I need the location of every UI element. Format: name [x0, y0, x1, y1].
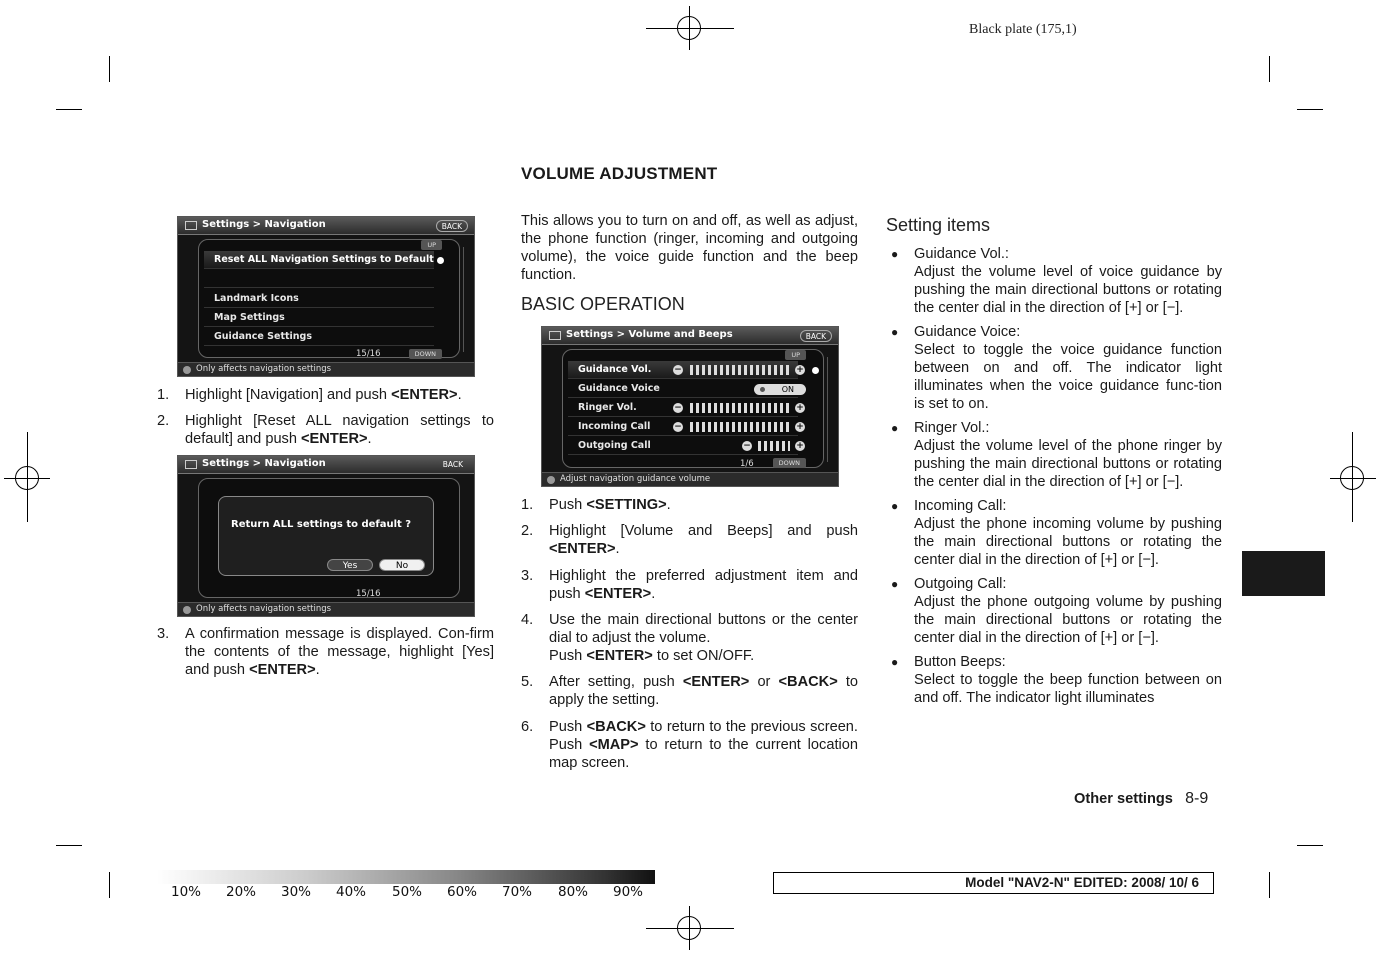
footer-page-number: 8-9	[1185, 790, 1209, 807]
bullet-icon: ●	[891, 325, 899, 339]
menu-item-map-settings[interactable]: Map Settings	[204, 309, 434, 327]
no-button[interactable]: No	[379, 559, 425, 571]
setting-items-list	[886, 245, 1222, 707]
basic-operation-steps	[521, 496, 858, 772]
bullet-icon: ●	[891, 655, 899, 669]
navigation-settings-screen	[177, 216, 475, 377]
setting-item: ● Guidance Voice: Select to toggle the voice guidance function between on and off. The indicator light illuminates when the voice guidance func-tion is set to on.	[891, 324, 1222, 412]
menu-item-guidance-voice[interactable]: Guidance Voice	[568, 380, 798, 398]
menu-item-reset-all[interactable]: Reset ALL Navigation Settings to Default	[204, 251, 434, 269]
menu-item-guidance-settings[interactable]: Guidance Settings	[204, 328, 434, 346]
volume-bars	[690, 403, 790, 413]
plus-icon[interactable]: +	[796, 365, 804, 375]
minus-icon[interactable]: −	[674, 422, 682, 432]
down-button[interactable]: DOWN	[409, 349, 442, 359]
chapter-tab	[1242, 551, 1325, 596]
footer-section: Other settings	[1074, 791, 1173, 807]
plus-icon[interactable]: +	[796, 403, 804, 413]
volume-bars	[758, 441, 790, 451]
left-steps-a	[157, 386, 494, 448]
step-item: 3. A confirmation message is displayed. Con-firm the contents of the message, highlight [Yes] and push <ENTER>.	[157, 626, 494, 678]
back-button[interactable]: BACK	[800, 330, 832, 342]
minus-icon[interactable]: −	[674, 403, 682, 413]
minus-icon[interactable]: −	[674, 365, 682, 375]
settings-icon	[185, 221, 197, 230]
left-steps-b	[157, 625, 494, 679]
step-item: 1. Highlight [Navigation] and push <ENTER>.	[157, 387, 462, 403]
yes-button[interactable]: Yes	[327, 559, 373, 571]
step-item: 2. Highlight [Reset ALL navigation settings to default] and push <ENTER>.	[157, 413, 494, 447]
gray-scale-strip	[157, 870, 655, 884]
section-title: VOLUME ADJUSTMENT	[521, 164, 718, 183]
step-item: 3. Highlight the preferred adjustment item and push <ENTER>.	[521, 568, 858, 602]
step-item: 1. Push <SETTING>.	[521, 497, 671, 513]
setting-items-title: Setting items	[886, 215, 991, 235]
screen-footer: Only affects navigation settings	[178, 362, 474, 376]
confirm-dialog	[218, 496, 434, 576]
screen-footer: Adjust navigation guidance volume	[542, 472, 838, 486]
minus-icon[interactable]: −	[743, 441, 751, 451]
step-item: 2. Highlight [Volume and Beeps] and push <ENTER>.	[521, 523, 858, 557]
volume-bars	[690, 365, 790, 375]
down-button[interactable]: DOWN	[773, 458, 806, 468]
intro-paragraph: This allows you to turn on and off, as well as adjust, the phone function (ringer, incoming and outgoing volume), the voice guide function and the beep function.	[521, 213, 858, 283]
menu-item-ringer-vol[interactable]: Ringer Vol.	[568, 399, 798, 417]
step-item: 6. Push <BACK> to return to the previous screen. Push <MAP> to return to the current location map screen.	[521, 719, 858, 771]
up-button[interactable]: UP	[421, 240, 442, 250]
setting-item: ● Outgoing Call: Adjust the phone outgoing volume by pushing the main directional buttons or rotating the center dial in the direction of [+] or [−].	[891, 576, 1222, 646]
step-item: 5. After setting, push <ENTER> or <BACK> to apply the setting.	[521, 674, 859, 708]
indicator-dot	[812, 367, 819, 374]
volume-bars	[690, 422, 790, 432]
up-button[interactable]: UP	[785, 350, 806, 360]
model-edit-info: Model "NAV2-N" EDITED: 2008/ 10/ 6	[773, 872, 1214, 894]
menu-item-incoming-call[interactable]: Incoming Call	[568, 418, 798, 436]
setting-item: ● Guidance Vol.: Adjust the volume level of voice guidance by pushing the main directional buttons or rotating the center dial in the direction of [+] or [−].	[891, 246, 1222, 316]
basic-operation-title: BASIC OPERATION	[521, 294, 685, 314]
page-indicator: 15/16	[356, 349, 381, 359]
screen-title: Settings > Navigation	[202, 219, 326, 230]
settings-icon	[549, 331, 561, 340]
setting-item: ● Ringer Vol.: Adjust the volume level of the phone ringer by pushing the main directional buttons or rotating the center dial in the direction of [+] or [−].	[891, 420, 1222, 490]
plate-label: Black plate (175,1)	[969, 22, 1077, 37]
on-toggle[interactable]: ON	[754, 384, 806, 395]
dialog-message: Return ALL settings to default ?	[231, 519, 412, 530]
volume-and-beeps-screen	[541, 326, 839, 487]
menu-item-outgoing-call[interactable]: Outgoing Call	[568, 437, 798, 455]
screen-title: Settings > Navigation	[202, 458, 326, 469]
back-button[interactable]: BACK	[442, 460, 463, 469]
menu-item-blank	[204, 270, 434, 288]
plus-icon[interactable]: +	[796, 441, 804, 451]
menu-item-landmark-icons[interactable]: Landmark Icons	[204, 290, 434, 308]
bullet-icon: ●	[891, 421, 899, 435]
scrollbar[interactable]	[827, 357, 833, 462]
bullet-icon: ●	[891, 247, 899, 261]
indicator-dot	[437, 257, 444, 264]
screen-title: Settings > Volume and Beeps	[566, 329, 733, 340]
scrollbar[interactable]	[463, 247, 469, 352]
back-button[interactable]: BACK	[436, 220, 468, 232]
bullet-icon: ●	[891, 499, 899, 513]
step-item: 4. Use the main directional buttons or the center dial to adjust the volume. Push <ENTER> to set ON/OFF.	[521, 612, 858, 664]
confirmation-screen	[177, 455, 475, 617]
plus-icon[interactable]: +	[796, 422, 804, 432]
settings-icon	[185, 460, 197, 469]
menu-item-guidance-vol[interactable]: Guidance Vol.	[568, 361, 798, 379]
setting-item: ● Button Beeps: Select to toggle the beep function between on and off. The indicator light illuminates	[891, 654, 1222, 706]
screen-footer: Only affects navigation settings	[178, 602, 474, 616]
page-indicator: 15/16	[356, 589, 381, 599]
setting-item: ● Incoming Call: Adjust the phone incoming volume by pushing the main directional buttons or rotating the center dial in the direction of [+] or [−].	[891, 498, 1222, 568]
page-indicator: 1/6	[740, 459, 754, 469]
page-footer	[1074, 790, 1208, 808]
bullet-icon: ●	[891, 577, 899, 591]
